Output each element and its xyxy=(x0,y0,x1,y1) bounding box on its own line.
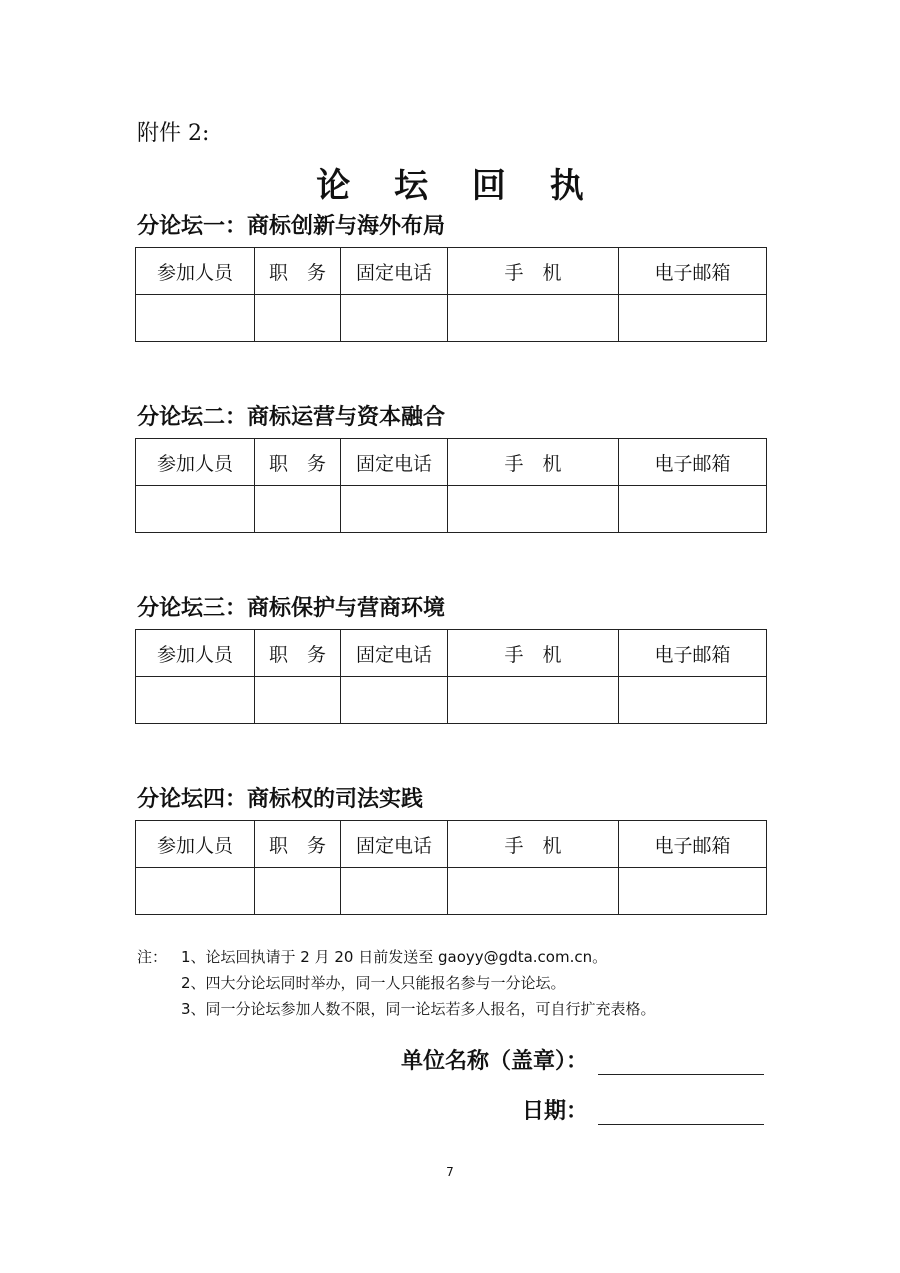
blank-entry-cell[interactable] xyxy=(136,677,255,724)
blank-entry-cell[interactable] xyxy=(341,486,448,533)
column-header: 固定电话 xyxy=(341,821,448,868)
forum-section-title: 分论坛一：商标创新与海外布局 xyxy=(137,214,446,239)
column-header: 电子邮箱 xyxy=(619,821,767,868)
blank-entry-cell[interactable] xyxy=(619,677,767,724)
page-number: 7 xyxy=(446,1165,454,1179)
blank-entry-cell[interactable] xyxy=(255,486,341,533)
note-item: 2、四大分论坛同时举办，同一人只能报名参与一分论坛。 xyxy=(181,974,566,992)
column-header: 职 务 xyxy=(255,439,341,486)
unit-name-blank[interactable] xyxy=(598,1048,764,1075)
blank-entry-cell[interactable] xyxy=(341,295,448,342)
column-header: 职 务 xyxy=(255,248,341,295)
blank-entry-cell[interactable] xyxy=(136,868,255,915)
blank-entry-cell[interactable] xyxy=(448,486,619,533)
unit-name-field xyxy=(401,1044,764,1075)
table-row xyxy=(136,486,767,533)
blank-entry-cell[interactable] xyxy=(619,295,767,342)
date-field xyxy=(522,1094,764,1125)
blank-entry-cell[interactable] xyxy=(341,677,448,724)
table-header-row xyxy=(136,248,767,295)
column-header: 电子邮箱 xyxy=(619,439,767,486)
column-header: 电子邮箱 xyxy=(619,248,767,295)
table-header-row xyxy=(136,630,767,677)
blank-entry-cell[interactable] xyxy=(255,677,341,724)
unit-name-label: 单位名称（盖章）： xyxy=(400,1049,588,1074)
note-item: 3、同一分论坛参加人数不限，同一论坛若多人报名，可自行扩充表格。 xyxy=(181,1000,656,1018)
note-item: 1、论坛回执请于 2 月 20 日前发送至 gaoyy@gdta.com.cn。 xyxy=(181,948,608,966)
column-header: 职 务 xyxy=(255,630,341,677)
column-header: 电子邮箱 xyxy=(619,630,767,677)
column-header: 手 机 xyxy=(448,248,619,295)
blank-entry-cell[interactable] xyxy=(448,677,619,724)
forum-section xyxy=(135,592,766,724)
registration-table xyxy=(135,820,767,915)
column-header: 参加人员 xyxy=(136,248,255,295)
notes-label: 注： xyxy=(137,948,168,966)
table-row xyxy=(136,677,767,724)
column-header: 职 务 xyxy=(255,821,341,868)
table-header-row xyxy=(136,821,767,868)
blank-entry-cell[interactable] xyxy=(619,486,767,533)
column-header: 参加人员 xyxy=(136,630,255,677)
table-row xyxy=(136,868,767,915)
date-label: 日期： xyxy=(521,1099,588,1124)
forum-section xyxy=(135,210,766,342)
registration-table xyxy=(135,438,767,533)
column-header: 手 机 xyxy=(448,630,619,677)
column-header: 固定电话 xyxy=(341,630,448,677)
attachment-label: 附件 2: xyxy=(137,121,210,146)
forum-section-title: 分论坛四：商标权的司法实践 xyxy=(137,787,424,812)
notes xyxy=(137,944,656,1022)
blank-entry-cell[interactable] xyxy=(255,295,341,342)
forum-section-title: 分论坛二：商标运营与资本融合 xyxy=(137,405,446,430)
page-title: 论 坛 回 执 xyxy=(316,166,600,206)
column-header: 手 机 xyxy=(448,439,619,486)
date-blank[interactable] xyxy=(598,1098,764,1125)
table-header-row xyxy=(136,439,767,486)
registration-table xyxy=(135,247,767,342)
table-row xyxy=(136,295,767,342)
column-header: 固定电话 xyxy=(341,248,448,295)
blank-entry-cell[interactable] xyxy=(341,868,448,915)
forum-section xyxy=(135,783,766,915)
registration-table xyxy=(135,629,767,724)
column-header: 手 机 xyxy=(448,821,619,868)
forum-section xyxy=(135,401,766,533)
blank-entry-cell[interactable] xyxy=(136,486,255,533)
blank-entry-cell[interactable] xyxy=(136,295,255,342)
column-header: 固定电话 xyxy=(341,439,448,486)
forum-section-title: 分论坛三：商标保护与营商环境 xyxy=(137,596,446,621)
blank-entry-cell[interactable] xyxy=(255,868,341,915)
blank-entry-cell[interactable] xyxy=(448,868,619,915)
blank-entry-cell[interactable] xyxy=(619,868,767,915)
blank-entry-cell[interactable] xyxy=(448,295,619,342)
column-header: 参加人员 xyxy=(136,821,255,868)
column-header: 参加人员 xyxy=(136,439,255,486)
